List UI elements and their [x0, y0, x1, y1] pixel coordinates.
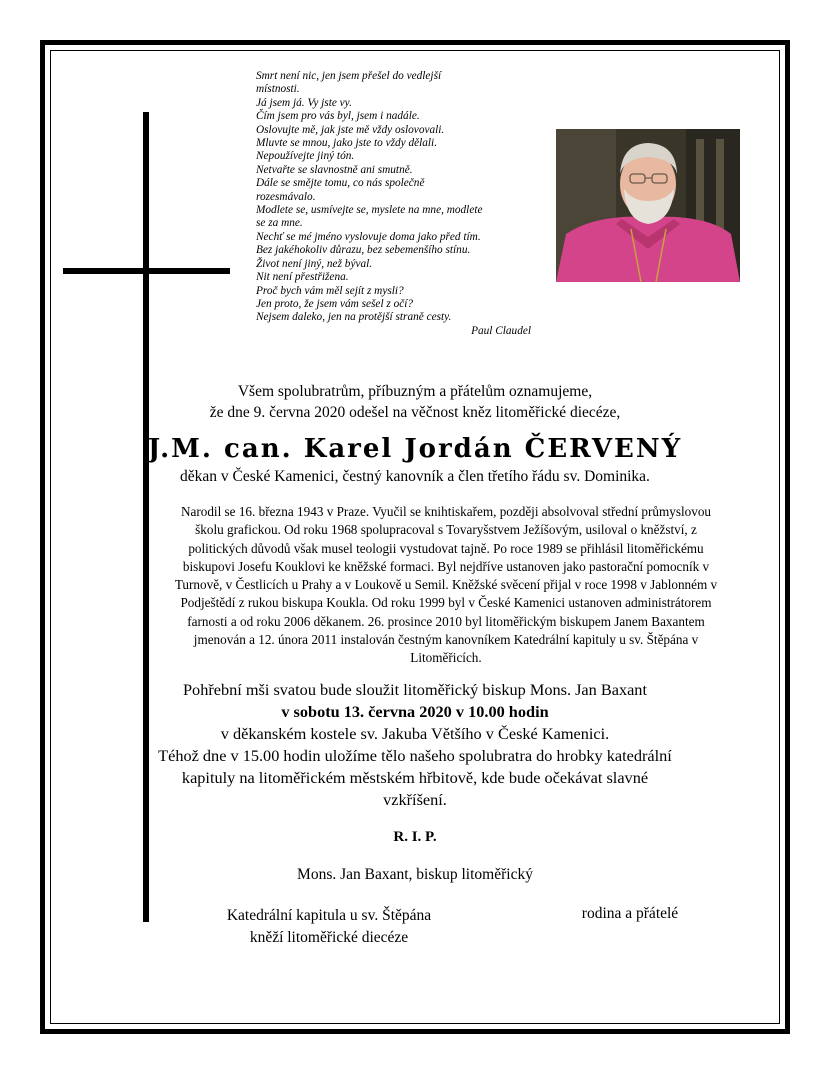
poem — [256, 70, 546, 338]
poem-line: Modlete se, usmívejte se, myslete na mne, modlete — [256, 204, 483, 217]
poem-line: Jen proto, že jsem vám sešel z očí? — [256, 297, 414, 310]
deceased-role: děkan v České Kamenici, čestný kanovník a člen třetího řádu sv. Dominika. — [180, 468, 650, 485]
signature-priests: kněží litoměřické diecéze — [249, 929, 409, 946]
signature-family: rodina a přátelé — [581, 905, 679, 922]
announcement-line-1: Všem spolubratrům, příbuzným a přátelům oznamujeme, — [237, 383, 593, 400]
signature-chapter: Katedrální kapitula u sv. Štěpána — [226, 907, 432, 924]
funeral-info — [46, 679, 784, 811]
poem-line: místnosti. — [256, 83, 300, 96]
poem-line: rozesmávalo. — [256, 190, 316, 203]
funeral-place: v děkanském kostele sv. Jakuba Většího v České Kamenici. — [220, 724, 610, 743]
poem-line: Nejsem daleko, jen na protější straně cesty. — [256, 311, 452, 324]
poem-author: Paul Claudel — [471, 324, 531, 337]
announcement — [46, 381, 784, 423]
funeral-line-1: Pohřební mši svatou bude sloužit litoměřický biskup Mons. Jan Baxant — [183, 680, 647, 699]
bishop-signature: Mons. Jan Baxant, biskup litoměřický — [297, 866, 533, 883]
funeral-datetime: v sobotu 13. června 2020 v 10.00 hodin — [281, 702, 549, 721]
announcement-line-2: že dne 9. června 2020 odešel na věčnost kněz litoměřické diecéze, — [209, 404, 621, 421]
rip-text: R. I. P. — [393, 829, 437, 845]
poem-line: Já jsem já. Vy jste vy. — [256, 96, 352, 109]
poem-line: Netvařte se slavnostně ani smutně. — [256, 163, 413, 176]
poem-line: Oslovujte mě, jak jste mě vždy oslovovali. — [256, 123, 445, 136]
poem-line: Proč bych vám měl sejít z mysli? — [256, 284, 404, 297]
poem-line: Dále se smějte tomu, co nás společně — [256, 177, 425, 190]
poem-line: Bez jakéhokoliv důrazu, bez sebemenšího stínu. — [256, 244, 471, 257]
poem-line: se za mne. — [256, 217, 303, 230]
signature-left — [200, 905, 458, 949]
poem-line: Smrt není nic, jen jsem přešel do vedlejší — [256, 70, 442, 82]
portrait-image — [556, 129, 740, 282]
poem-line: Nechť se mé jméno vyslovuje doma jako před tím. — [256, 230, 481, 243]
poem-line: Čím jsem pro vás byl, jsem i nadále. — [256, 110, 420, 123]
poem-line: Nepoužívejte jiný tón. — [256, 150, 355, 163]
poem-line: Nit není přestřižena. — [256, 271, 349, 284]
poem-line: Mluvte se mnou, jako jste to vždy dělali. — [256, 137, 438, 150]
cross-horizontal-bar — [63, 268, 230, 274]
portrait-photo — [556, 129, 740, 282]
biography: Narodil se 16. března 1943 v Praze. Vyučil se knihtiskařem, později absolvoval střední průmyslovou školu grafickou. Od roku 1968 spolupracoval s Tovaryšstvem Ježíšovým, usiloval o kněžství, z politických důvodů však musel teologii vystudovat tajně. Po roce 1989 se přihlásil litoměřickému biskupovi Josefu Kouklovi ke kněžské formaci. Byl nejdříve ustanoven jako pastorační pomocník v Turnově, v Čestlicích u Prahy a v Loukově u Semil. Kněžské svěcení přijal v roce 1998 v Jablonném v Podještědí z rukou biskupa Koukla. Od roku 1999 byl v České Kamenici ustanoven administrátorem farnosti a od roku 2006 děkanem. 26. prosince 2010 byl litoměřickým biskupem Janem Baxantem jmenován a 12. února 2011 instalován čestným kanovníkem Katedrální kapituly u sv. Štěpána v Litoměřicích. — [174, 504, 718, 666]
poem-line: Život není jiný, než býval. — [256, 257, 373, 270]
deceased-name: J.M. can. Karel Jordán ČERVENÝ — [147, 434, 683, 464]
funeral-burial: Téhož dne v 15.00 hodin uložíme tělo našeho spolubratra do hrobky katedrální kapituly na litoměřickém městském hřbitově, kde bude očekávat slavné vzkříšení. — [158, 746, 672, 809]
